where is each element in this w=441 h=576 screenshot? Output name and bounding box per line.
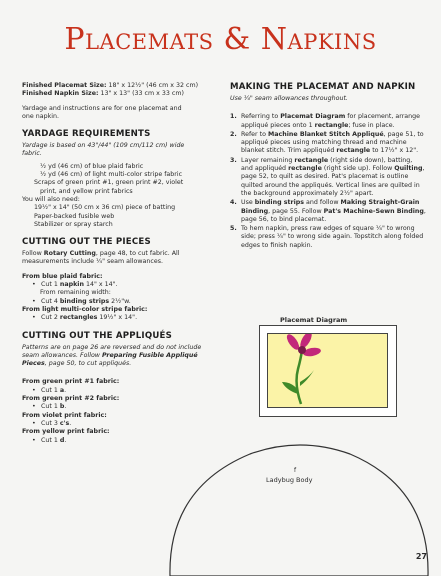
yardage-heading: YARDAGE REQUIREMENTS <box>22 129 151 140</box>
stripe-heading: From light multi-color stripe fabric: <box>22 305 148 313</box>
intro-text: one napkin. <box>22 112 59 120</box>
step-item <box>230 131 426 156</box>
step-text: Referring to Placemat Diagram for placement, arrange appliqué pieces onto 1 rectangle; fuse in place. <box>241 113 421 129</box>
applique-heading: CUTTING OUT THE APPLIQUÉS <box>22 330 172 341</box>
step-item <box>230 157 426 198</box>
intro-text: Yardage and instructions are for one placemat and <box>22 104 182 112</box>
step-item <box>230 199 426 224</box>
yardage-item: 19½" x 14" (50 cm x 36 cm) piece of batting <box>34 204 176 212</box>
flower-applique <box>268 334 389 409</box>
applique-note: Patterns are on page 26 are reversed and do not include <box>22 343 202 351</box>
diagram-title: Placemat Diagram <box>280 316 348 324</box>
leaf-right <box>300 370 314 386</box>
pattern-label-f: f <box>294 467 297 474</box>
yardage-item: Paper-backed fusible web <box>34 212 115 220</box>
cutting-note: measurements include ¼" seam allowances. <box>22 258 164 266</box>
pattern-label-ladybug: Ladybug Body <box>266 476 313 484</box>
yardage-item: ½ yd (46 cm) of blue plaid fabric <box>40 162 144 170</box>
list-item: • Cut 1 a. <box>32 386 67 394</box>
yellow-heading: From yellow print fabric: <box>22 428 110 436</box>
list-item: • Cut 1 b. <box>32 403 67 411</box>
applique-note: Pieces, page 50, to cut appliqués. <box>22 360 132 368</box>
list-item: • Cut 1 d. <box>32 436 67 444</box>
finished-napkin-size: Finished Napkin Size: 13" x 13" (33 cm x 33 cm) <box>22 90 184 98</box>
step-number: 2. <box>230 130 237 138</box>
blue-plaid-heading: From blue plaid fabric: <box>22 272 103 280</box>
page-title: Placemats & Napkins <box>64 22 377 57</box>
step-text: Refer to Machine Blanket Stitch Appliqué, page 51, to appliqué pieces using matching thread and machine blanket stitch. Trim appliquéd rectangle to 17½" x 12". <box>241 130 424 155</box>
yardage-note: Yardage is based on 43"/44" (109 cm/112 cm) wide <box>22 142 185 150</box>
step-item <box>230 113 426 130</box>
list-item: • Cut 2 rectangles 19½" x 14". <box>32 314 138 322</box>
list-item: From remaining width: <box>40 289 111 297</box>
right-column <box>230 82 426 251</box>
yardage-item: ½ yd (46 cm) of light multi-color stripe fabric <box>40 171 183 179</box>
making-heading: MAKING THE PLACEMAT AND NAPKIN <box>230 82 416 92</box>
placemat-diagram <box>259 325 397 417</box>
ladybug-body-pattern <box>0 418 441 576</box>
left-column <box>22 82 212 445</box>
making-note: Use ¼" seam allowances throughout. <box>230 95 348 102</box>
yardage-note: fabric. <box>22 150 42 158</box>
page-number: 27 <box>415 552 427 561</box>
violet-heading: From violet print fabric: <box>22 411 107 419</box>
step-number: 5. <box>230 225 237 233</box>
flower-center <box>298 346 306 354</box>
yardage-item: You will also need: <box>22 195 80 203</box>
step-number: 1. <box>230 113 237 121</box>
stem <box>297 350 302 404</box>
green1-heading: From green print #1 fabric: <box>22 378 120 386</box>
list-item: • Cut 1 napkin 14" x 14". <box>32 281 118 289</box>
yardage-item: Scraps of green print #1, green print #2, violet <box>34 179 184 187</box>
green2-heading: From green print #2 fabric: <box>22 395 120 403</box>
yardage-item: Stabilizer or spray starch <box>34 220 113 228</box>
cutting-heading: CUTTING OUT THE PIECES <box>22 237 151 248</box>
steps-list <box>230 113 426 250</box>
cutting-note: Follow Rotary Cutting, page 48, to cut fabric. All <box>22 250 180 258</box>
finished-placemat-size: Finished Placemat Size: 18" x 12½" (46 cm x 32 cm) <box>22 82 199 89</box>
step-number: 4. <box>230 199 237 207</box>
step-text: Use binding strips and follow Making Straight-Grain Binding, page 55. Follow Pat's Machine-Sewn Binding, page 56, to bind placemat. <box>241 199 426 223</box>
applique-note: seam allowances. Follow Preparing Fusible Appliqué <box>22 351 198 359</box>
yardage-item: print, and yellow print fabrics <box>40 187 133 195</box>
list-item: • Cut 4 binding strips 2½"w. <box>32 297 131 305</box>
step-number: 3. <box>230 156 237 164</box>
step-item <box>230 225 426 250</box>
list-item: • Cut 3 c's. <box>32 419 72 427</box>
step-text: Layer remaining rectangle (right side down), batting, and appliquéd rectangle (right side up). Follow Quilting, page 52, to quilt as desired. Pat's placemat is outline quilted around the appliqués. Vertical lines are quilted in the background approximately 2½" apart. <box>241 156 425 197</box>
step-text: To hem napkin, press raw edges of square ¼" to wrong side; press ¼" to wrong side again. Topstitch along folded edges to finish napkin. <box>241 225 424 249</box>
placemat-center <box>267 333 388 408</box>
